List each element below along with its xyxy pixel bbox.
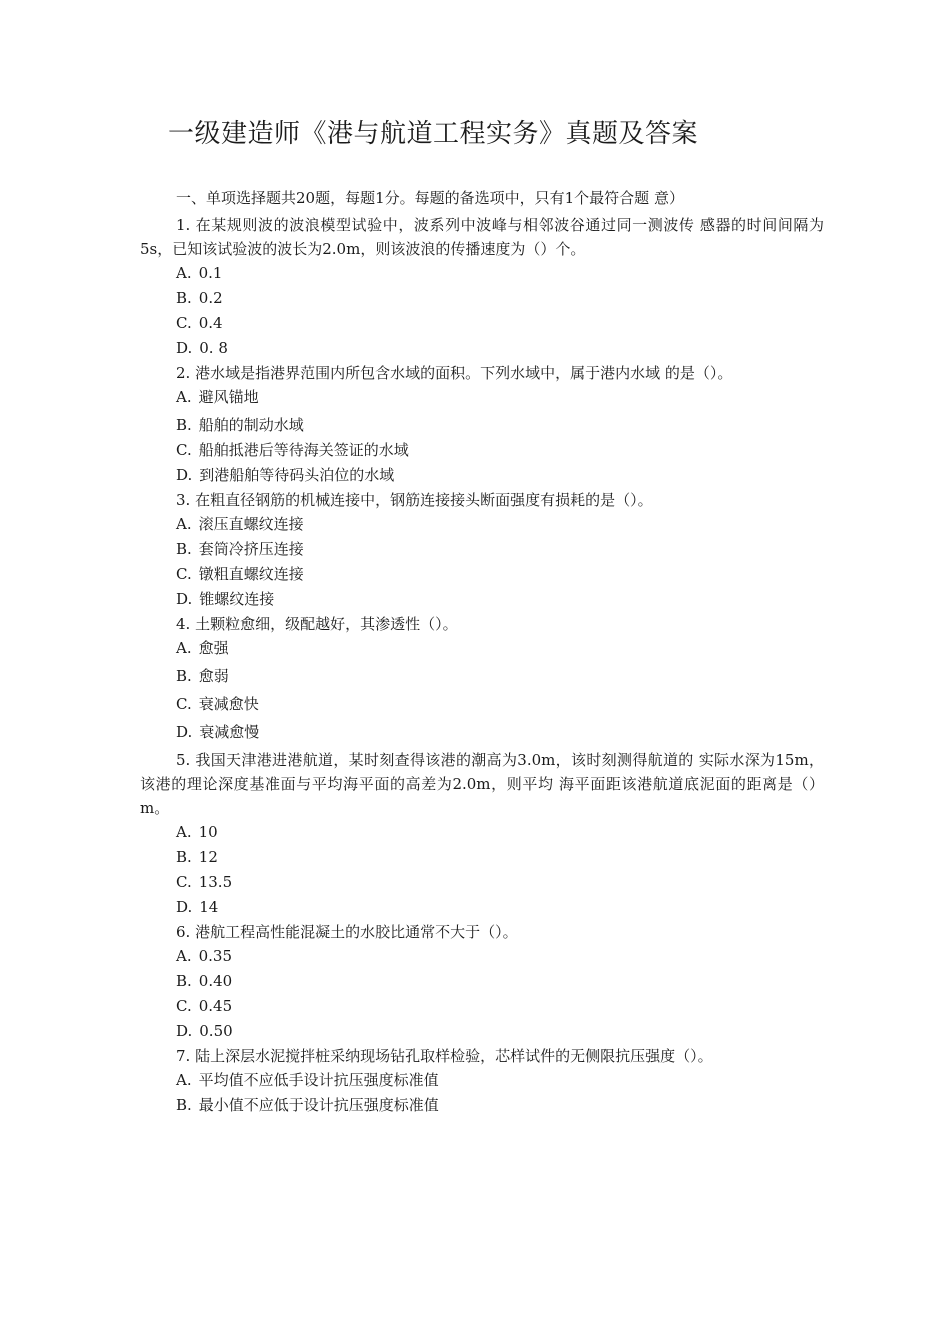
option-text: 愈强 — [198, 639, 229, 657]
option-text: 0.2 — [198, 289, 223, 307]
option-text: 0.45 — [198, 997, 233, 1015]
option-b — [140, 286, 824, 310]
option-letter: A. — [176, 1071, 192, 1089]
question-stem: 3. 在粗直径钢筋的机械连接中，钢筋连接接头断面强度有损耗的是（）。 — [176, 491, 653, 509]
option-text: 锥螺纹连接 — [199, 590, 275, 608]
option-letter: D. — [176, 898, 193, 916]
option-a — [140, 1068, 824, 1092]
question-stem: 2. 港水域是指港界范围内所包含水域的面积。下列水域中，属于港内水域 的是（）。 — [176, 364, 733, 382]
option-letter: B. — [176, 416, 192, 434]
option-c — [140, 870, 824, 894]
question-stem: 1. 在某规则波的波浪模型试验中，波系列中波峰与相邻波谷通过同一测波传 感器的时间间隔为5s，已知该试验波的波长为2.0m，则该波浪的传播速度为（）个。 — [140, 216, 824, 258]
option-text: 13.5 — [198, 873, 233, 891]
option-letter: B. — [176, 1096, 192, 1114]
option-list — [140, 261, 824, 360]
option-b — [140, 413, 824, 437]
option-d — [140, 587, 824, 611]
question-5 — [140, 748, 824, 919]
option-b — [140, 664, 824, 688]
option-b — [140, 969, 824, 993]
option-text: 镦粗直螺纹连接 — [198, 565, 304, 583]
option-letter: D. — [176, 590, 193, 608]
option-list — [140, 944, 824, 1043]
option-text: 套筒冷挤压连接 — [198, 540, 304, 558]
option-c — [140, 692, 824, 716]
question-stem: 7. 陆上深层水泥搅拌桩采纳现场钻孔取样检验，芯样试件的无侧限抗压强度（）。 — [176, 1047, 713, 1065]
option-list — [140, 636, 824, 744]
option-d — [140, 463, 824, 487]
option-text: 0.1 — [198, 264, 223, 282]
option-text: 0.40 — [198, 972, 233, 990]
option-text: 0.4 — [198, 314, 223, 332]
option-text: 0.35 — [198, 947, 233, 965]
option-letter: C. — [176, 441, 192, 459]
option-d — [140, 1019, 824, 1043]
question-stem: 6. 港航工程高性能混凝土的水胶比通常不大于（）。 — [176, 923, 518, 941]
option-letter: C. — [176, 565, 192, 583]
option-c — [140, 311, 824, 335]
option-letter: A. — [176, 515, 192, 533]
document-title: 一级建造师《港与航道工程实务》真题及答案 — [168, 119, 699, 149]
question-stem: 5. 我国天津港进港航道，某时刻查得该港的潮高为3.0m，该时刻测得航道的 实际水深为15m，该港的理论深度基准面与平均海平面的高差为2.0m，则平均 海平面距该港航道底泥面的距离是（）m。 — [140, 751, 824, 817]
option-letter: B. — [176, 972, 192, 990]
option-letter: A. — [176, 947, 192, 965]
option-text: 10 — [198, 823, 218, 841]
option-text: 滚压直螺纹连接 — [198, 515, 304, 533]
option-text: 最小值不应低于设计抗压强度标准值 — [198, 1096, 439, 1114]
option-list — [140, 820, 824, 919]
option-letter: C. — [176, 873, 192, 891]
option-d — [140, 720, 824, 744]
question-1 — [140, 213, 824, 360]
option-c — [140, 438, 824, 462]
option-text: 14 — [199, 898, 219, 916]
option-text: 避风锚地 — [198, 388, 259, 406]
option-letter: D. — [176, 339, 193, 357]
option-a — [140, 512, 824, 536]
option-letter: D. — [176, 723, 193, 741]
option-a — [140, 261, 824, 285]
option-letter: A. — [176, 639, 192, 657]
option-letter: C. — [176, 997, 192, 1015]
option-letter: D. — [176, 466, 193, 484]
option-letter: B. — [176, 540, 192, 558]
option-c — [140, 562, 824, 586]
option-text: 愈弱 — [198, 667, 229, 685]
option-letter: A. — [176, 388, 192, 406]
option-a — [140, 636, 824, 660]
option-list — [140, 512, 824, 611]
option-letter: B. — [176, 289, 192, 307]
option-b — [140, 845, 824, 869]
question-3 — [140, 488, 824, 611]
option-text: 船舶抵港后等待海关签证的水域 — [198, 441, 409, 459]
option-letter: A. — [176, 823, 192, 841]
option-letter: C. — [176, 314, 192, 332]
option-letter: C. — [176, 695, 192, 713]
question-stem: 4. 土颗粒愈细，级配越好，其渗透性（）。 — [176, 615, 458, 633]
section-intro: 一、单项选择题共20题，每题1分。每题的备选项中，只有1个最符合题 意） — [176, 189, 684, 207]
option-b — [140, 537, 824, 561]
option-list — [140, 1068, 824, 1117]
option-text: 衰减愈快 — [198, 695, 259, 713]
option-text: 船舶的制动水域 — [198, 416, 304, 434]
option-list — [140, 385, 824, 487]
option-text: 0.50 — [199, 1022, 233, 1040]
question-7 — [140, 1044, 824, 1117]
option-d — [140, 336, 824, 360]
option-a — [140, 820, 824, 844]
option-letter: B. — [176, 848, 192, 866]
option-text: 衰减愈慢 — [199, 723, 260, 741]
question-2 — [140, 361, 824, 487]
option-text: 0. 8 — [199, 339, 228, 357]
option-c — [140, 994, 824, 1018]
option-text: 平均值不应低手设计抗压强度标准值 — [198, 1071, 439, 1089]
question-4 — [140, 612, 824, 744]
option-letter: D. — [176, 1022, 193, 1040]
document-body — [140, 186, 824, 1118]
option-letter: B. — [176, 667, 192, 685]
option-d — [140, 895, 824, 919]
option-a — [140, 385, 824, 409]
option-a — [140, 944, 824, 968]
option-text: 到港船舶等待码头泊位的水域 — [199, 466, 395, 484]
option-letter: A. — [176, 264, 192, 282]
option-b — [140, 1093, 824, 1117]
question-6 — [140, 920, 824, 1043]
option-text: 12 — [198, 848, 218, 866]
